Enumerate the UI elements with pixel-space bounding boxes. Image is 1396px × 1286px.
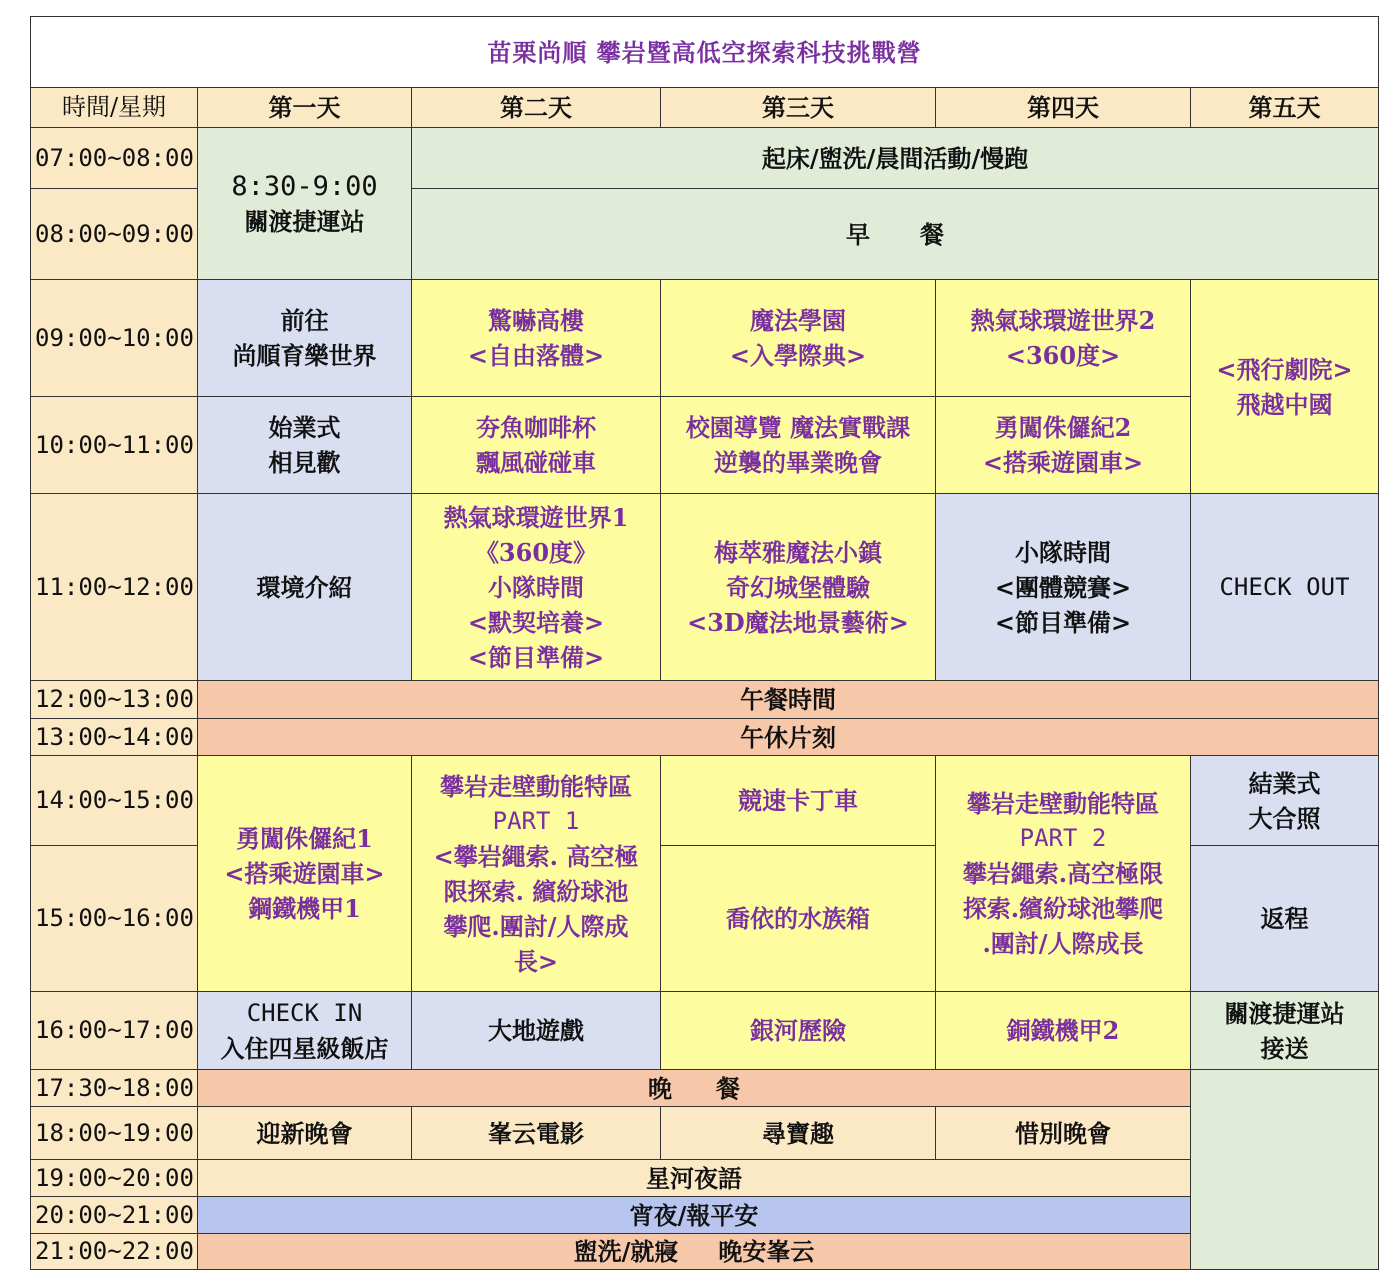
time-slot: 10:00~11:00 — [31, 397, 198, 494]
day-header-2: 第二天 — [412, 88, 661, 128]
d1-1011-cell — [198, 397, 412, 494]
time-slot: 14:00~15:00 — [31, 756, 198, 846]
time-slot: 12:00~13:00 — [31, 681, 198, 719]
cell-line: <入學際典> — [729, 341, 867, 370]
time-slot: 17:30~18:00 — [31, 1070, 198, 1107]
wake-up-cell: 起床/盥洗/晨間活動/慢跑 — [412, 128, 1379, 189]
cell-line: 驚嚇高樓 — [488, 306, 584, 335]
dinner-cell — [198, 1070, 1191, 1107]
cell-line: 飛越中國 — [1236, 389, 1333, 419]
cell-line: <3D魔法地景藝術> — [687, 607, 909, 637]
cell-line: CHECK IN — [246, 998, 363, 1027]
bedtime-text: 盥洗/就寢 — [573, 1237, 679, 1266]
cell-line: 尚順育樂世界 — [232, 341, 377, 370]
cell-line: 攀岩走壁動能特區 — [440, 771, 632, 801]
time-slot: 08:00~09:00 — [31, 189, 198, 280]
d5-closing-cell — [1191, 756, 1379, 846]
cell-line: <飛行劇院> — [1216, 354, 1353, 384]
breakfast-char-2: 餐 — [920, 219, 944, 249]
d5-evening-empty — [1191, 1070, 1379, 1270]
cell-line: 關渡捷運站 — [1224, 998, 1345, 1028]
cell-line: 鋼鐵機甲1 — [248, 894, 361, 923]
cell-line: 逆襲的畢業晚會 — [714, 448, 882, 477]
d1-evening-cell: 迎新晚會 — [198, 1107, 412, 1160]
d4-0910-cell — [936, 280, 1191, 397]
cell-line: 攀岩繩索.高空極限 — [962, 859, 1164, 888]
cell-line: 梅萃雅魔法小鎮 — [714, 537, 882, 567]
cell-line: 攀爬.團討/人際成 — [443, 911, 629, 941]
d3-0910-cell — [661, 280, 936, 397]
cell-line: 熱氣球環遊世界1 — [443, 502, 629, 532]
time-slot: 09:00~10:00 — [31, 280, 198, 397]
cell-line: <攀岩繩索. 高空極 — [433, 841, 639, 871]
time-slot: 07:00~08:00 — [31, 128, 198, 189]
cell-line: 熱氣球環遊世界2 — [970, 306, 1156, 335]
time-slot: 21:00~22:00 — [31, 1234, 198, 1270]
d1-0910-cell — [198, 280, 412, 397]
d2-1617-cell: 大地遊戲 — [412, 992, 661, 1070]
cell-line: <節目準備> — [994, 607, 1132, 637]
cell-line: 接送 — [1260, 1033, 1309, 1063]
page-title: 苗栗尚順 攀岩暨高低空探索科技挑戰營 — [31, 17, 1379, 88]
d2-1416-cell — [412, 756, 661, 992]
time-slot: 19:00~20:00 — [31, 1160, 198, 1197]
cell-line: 前往 — [280, 306, 329, 335]
cell-line: <節目準備> — [467, 642, 605, 672]
d5-checkout-cell: CHECK OUT — [1191, 494, 1379, 681]
day-header-5: 第五天 — [1191, 88, 1379, 128]
d5-return-cell: 返程 — [1191, 846, 1379, 992]
corner-header: 時間/星期 — [31, 88, 198, 128]
d3-galaxy-cell: 銀河歷險 — [661, 992, 936, 1070]
cell-line: 結業式 — [1248, 768, 1321, 798]
cell-line: .團討/人際成長 — [982, 929, 1144, 958]
d4-1617-cell: 銅鐵機甲2 — [936, 992, 1191, 1070]
breakfast-cell — [412, 189, 1379, 280]
time-slot: 20:00~21:00 — [31, 1197, 198, 1234]
cell-line: 飄風碰碰車 — [476, 448, 596, 477]
cell-line: 奇幻城堡體驗 — [726, 572, 870, 602]
schedule-table — [30, 16, 1379, 1270]
cell-line: 夯魚咖啡杯 — [476, 413, 596, 442]
snack-cell: 宵夜/報平安 — [198, 1197, 1191, 1234]
cell-line: 勇闖侏儸紀2 — [994, 413, 1132, 442]
time-slot: 18:00~19:00 — [31, 1107, 198, 1160]
d1-meet-place: 關渡捷運站 — [244, 206, 365, 236]
cell-line: 長> — [513, 946, 559, 976]
cell-line: <搭乘遊園車> — [224, 859, 385, 888]
cell-line: 校園導覽 魔法實戰課 — [685, 413, 911, 442]
cell-line: <團體競賽> — [994, 572, 1132, 602]
cell-line: 始業式 — [268, 413, 341, 442]
d2-1011-cell — [412, 397, 661, 494]
d3-evening-cell: 尋寶趣 — [661, 1107, 936, 1160]
d1-1112-cell: 環境介紹 — [198, 494, 412, 681]
cell-line: 入住四星級飯店 — [220, 1033, 389, 1063]
d1-checkin-cell — [198, 992, 412, 1070]
cell-line: 勇闖侏儸紀1 — [236, 824, 373, 853]
d4-1011-cell — [936, 397, 1191, 494]
cell-line: <360度> — [1005, 341, 1121, 370]
d4-1416-cell — [936, 756, 1191, 992]
lunch-cell: 午餐時間 — [198, 681, 1379, 719]
d3-kart-cell: 競速卡丁車 — [661, 756, 936, 846]
goodnight-text: 晚安峯云 — [718, 1237, 815, 1266]
cell-line: 限探索. 繽紛球池 — [443, 876, 629, 906]
cell-line: <默契培養> — [467, 607, 605, 637]
d4-evening-cell: 惜別晚會 — [936, 1107, 1191, 1160]
cell-line: 小隊時間 — [488, 572, 584, 602]
day-header-1: 第一天 — [198, 88, 412, 128]
time-slot: 11:00~12:00 — [31, 494, 198, 681]
d2-evening-cell: 峯云電影 — [412, 1107, 661, 1160]
nap-cell: 午休片刻 — [198, 719, 1379, 756]
schedule-sheet — [30, 16, 1379, 1270]
dinner-char-2: 餐 — [716, 1073, 740, 1103]
day-header-3: 第三天 — [661, 88, 936, 128]
time-slot: 16:00~17:00 — [31, 992, 198, 1070]
cell-line: 攀岩走壁動能特區 — [967, 789, 1159, 818]
time-slot: 15:00~16:00 — [31, 846, 198, 992]
cell-line: 探索.繽紛球池攀爬 — [962, 894, 1164, 923]
cell-line: <搭乘遊園車> — [982, 448, 1144, 477]
bedtime-cell — [198, 1234, 1191, 1270]
d3-aquarium-cell: 喬依的水族箱 — [661, 846, 936, 992]
d1-1416-cell — [198, 756, 412, 992]
starry-night-cell: 星河夜語 — [198, 1160, 1191, 1197]
d5-0911-cell — [1191, 280, 1379, 494]
breakfast-char-1: 早 — [846, 219, 870, 249]
cell-line: PART 1 — [492, 806, 580, 835]
d1-meet-time: 8:30-9:00 — [231, 170, 378, 202]
cell-line: 小隊時間 — [1015, 537, 1111, 567]
cell-line: 相見歡 — [268, 448, 341, 477]
d2-1112-cell — [412, 494, 661, 681]
cell-line: 魔法學園 — [750, 306, 846, 335]
d1-meet-cell — [198, 128, 412, 280]
day-header-4: 第四天 — [936, 88, 1191, 128]
cell-line: <自由落體> — [467, 341, 605, 370]
dinner-char-1: 晚 — [648, 1073, 672, 1103]
cell-line: 《360度》 — [474, 537, 598, 567]
d5-transfer-cell — [1191, 992, 1379, 1070]
d4-1112-cell — [936, 494, 1191, 681]
d3-1112-cell — [661, 494, 936, 681]
cell-line: 大合照 — [1248, 803, 1321, 833]
d3-1011-cell — [661, 397, 936, 494]
time-slot: 13:00~14:00 — [31, 719, 198, 756]
cell-line: PART 2 — [1019, 824, 1107, 852]
d2-0910-cell — [412, 280, 661, 397]
